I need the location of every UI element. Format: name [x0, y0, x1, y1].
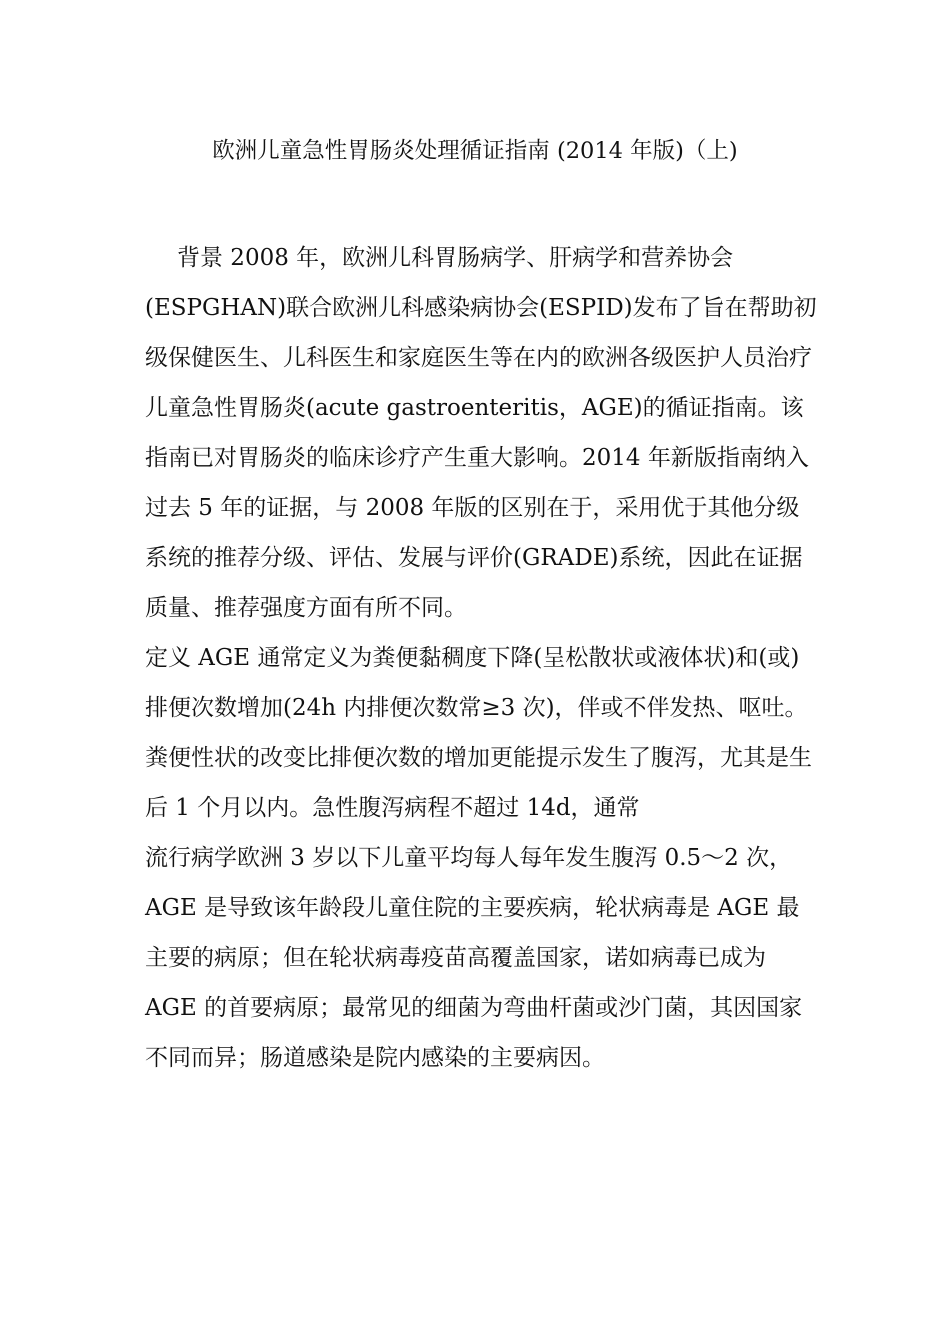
paragraph-background: 背景 2008 年，欧洲儿科胃肠病学、肝病学和营养协会(ESPGHAN)联合欧洲儿科感染病协会(ESPID)发布了旨在帮助初级保健医生、儿科医生和家庭医生等在内的欧洲各级医护人员治疗儿童急性胃肠炎(acute gastroenteritis，AGE)的循证指南。该指南已对胃肠炎的临床诊疗产生重大影响。2014 年新版指南纳入过去 5 年的证据，与 2008 年版的区别在于，采用优于其他分级系统的推荐分级、评估、发展与评价(GRADE)系统，因此在证据质量、推荐强度方面有所不同。	[145, 245, 817, 621]
paragraph-epidemiology: 流行病学欧洲 3 岁以下儿童平均每人每年发生腹泻 0.5～2 次，AGE 是导致该年龄段儿童住院的主要疾病，轮状病毒是 AGE 最主要的病原；但在轮状病毒疫苗高覆盖国家，诺如病毒已成为 AGE 的首要病原；最常见的细菌为弯曲杆菌或沙门菌，其因国家不同而异；肠道感染是院内感染的主要病因。	[145, 845, 803, 1071]
document-title: 欧洲儿童急性胃肠炎处理循证指南 (2014 年版)（上)	[212, 138, 738, 164]
document-body	[145, 233, 817, 1083]
paragraph-definition: 定义 AGE 通常定义为粪便黏稠度下降(呈松散状或液体状)和(或)排便次数增加(24h 内排便次数常≥3 次)，伴或不伴发热、呕吐。粪便性状的改变比排便次数的增加更能提示发生了腹泻，尤其是生后 1 个月以内。急性腹泻病程不超过 14d，通常	[145, 645, 812, 821]
